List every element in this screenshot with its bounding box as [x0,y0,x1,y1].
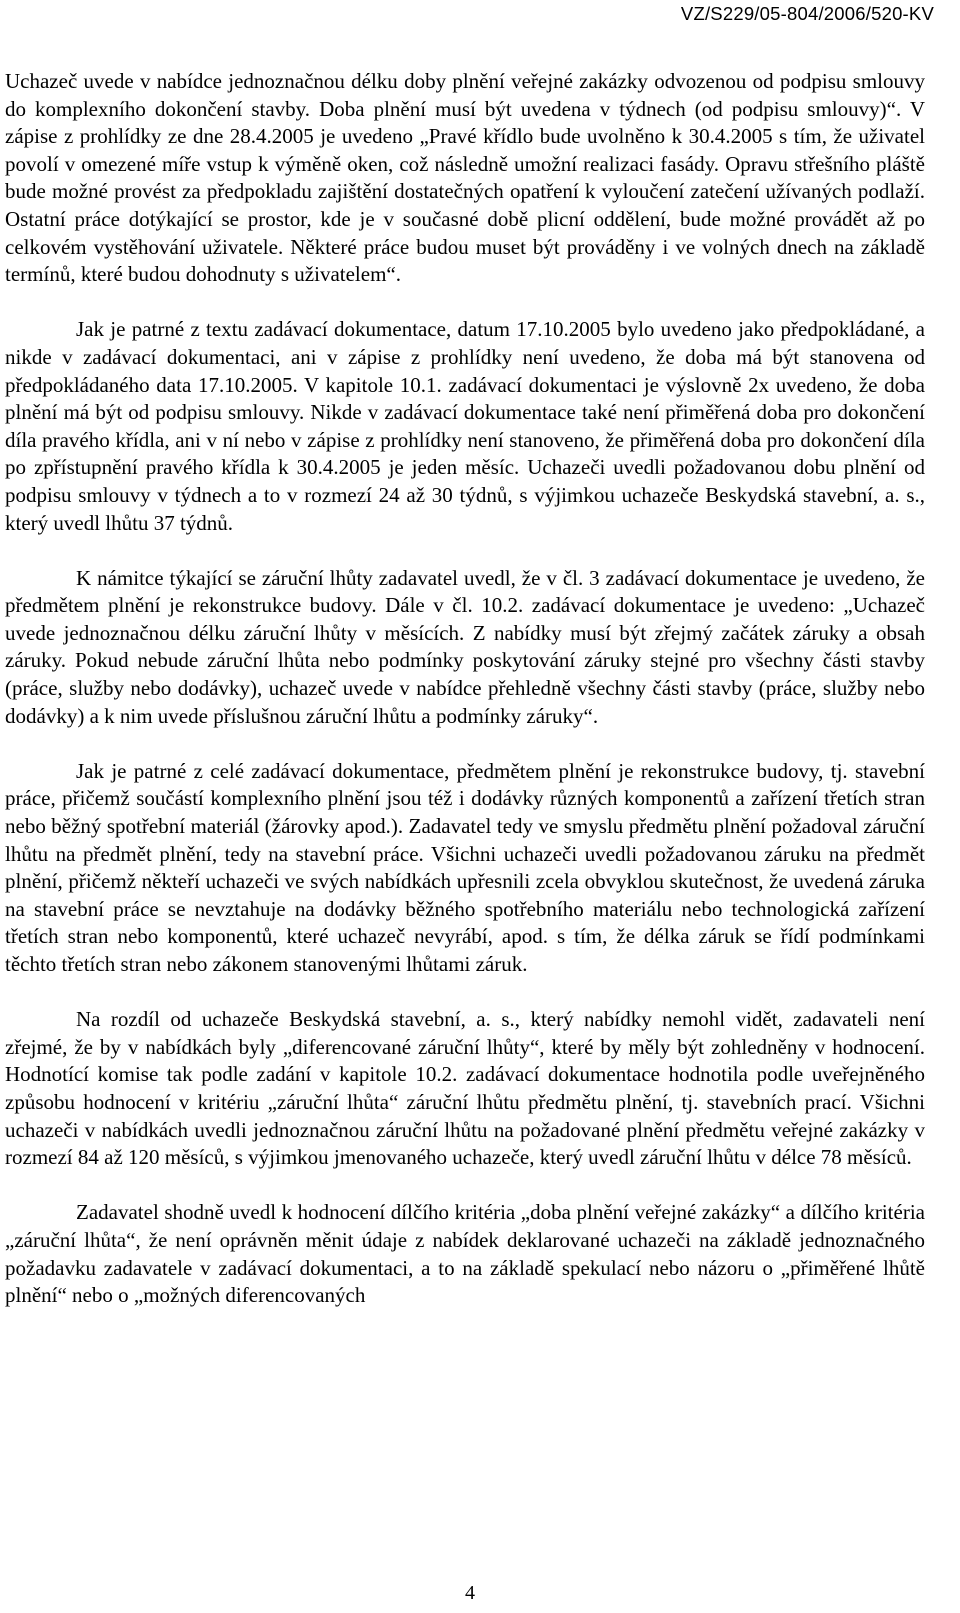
paragraph-6: Zadavatel shodně uvedl k hodnocení dílčího kritéria „doba plnění veřejné zakázky“ a dílčího kritéria „záruční lhůta“, že není oprávněn měnit údaje z nabídek deklarované uchazeči na základě jednoznačného požadavku zadavatele v zadávací dokumentaci, a to na základě spekulací nebo názoru o „přiměřené lhůtě plnění“ nebo o „možných diferencovaných [5,1200,925,1308]
document-reference: VZ/S229/05-804/2006/520-KV [680,3,934,24]
paragraph-2: Jak je patrné z textu zadávací dokumentace, datum 17.10.2005 bylo uvedeno jako předpokládané, a nikde v zadávací dokumentaci, ani v zápise z prohlídky není uvedeno, že doba má být stanovena od předpokládaného data 17.10.2005. V kapitole 10.1. zadávací dokumentaci je výslovně 2x uvedeno, že doba plnění má být od podpisu smlouvy. Nikde v zadávací dokumentace také není přiměřená doba pro dokončení díla pravého křídla, ani v ní nebo v zápise z prohlídky není stanoveno, že přiměřená doba pro dokončení díla po zpřístupnění pravého křídla k 30.4.2005 je jeden měsíc. Uchazeči uvedli požadovanou dobu plnění od podpisu smlouvy v týdnech a to v rozmezí 24 až 30 týdnů, s výjimkou uchazeče Beskydská stavební, a. s., který uvedl lhůtu 37 týdnů. [5,317,925,535]
paragraph-3: K námitce týkající se záruční lhůty zadavatel uvedl, že v čl. 3 zadávací dokumentace je uvedeno, že předmětem plnění je rekonstrukce budovy. Dále v čl. 10.2. zadávací dokumentace je uvedeno: „Uchazeč uvede jednoznačnou délku záruční lhůty v měsících. Z nabídky musí být zřejmý začátek záruky a obsah záruky. Pokud nebude záruční lhůta nebo podmínky poskytování záruky stejné pro všechny části stavby (práce, služby nebo dodávky), uchazeč uvede v nabídce přehledně všechny části stavby (práce, služby nebo dodávky) a k nim uvede příslušnou záruční lhůtu a podmínky záruky“. [5,565,925,728]
paragraph-1: Uchazeč uvede v nabídce jednoznačnou délku doby plnění veřejné zakázky odvozenou od podpisu smlouvy do komplexního dokončení stavby. Doba plnění musí být uvedena v týdnech (od podpisu smlouvy)“. V zápise z prohlídky ze dne 28.4.2005 je uvedeno „Pravé křídlo bude uvolněno k 30.4.2005 s tím, že uživatel povolí v omezené míře vstup k výměně oken, což následně umožní realizaci fasády. Opravu střešního pláště bude možné provést za předpokladu zajištění dostatečných opatření k vyloučení zatečení užívaných podlaží. Ostatní práce dotýkající se prostor, kde je v současné době plicní oddělení, bude možné provádět až po celkovém vystěhování uživatele. Některé práce budou muset být prováděny i ve volných dnech na základě termínů, které budou dohodnuty s uživatelem“. [5,69,925,287]
document-body [5,68,925,1310]
paragraph-5: Na rozdíl od uchazeče Beskydská stavební, a. s., který nabídky nemohl vidět, zadavateli není zřejmé, že by v nabídkách byly „diferencované záruční lhůty“, které by měly být zohledněny v hodnocení. Hodnotící komise tak podle zadání v kapitole 10.2. zadávací dokumentace hodnotila podle uveřejněného způsobu hodnocení v kritériu „záruční lhůta“ záruční lhůtu předmětu plnění, tj. stavebních prací. Všichni uchazeči v nabídkách uvedli jednoznačnou záruční lhůtu na požadované plnění předmětu veřejné zakázky v rozmezí 84 až 120 měsíců, s výjimkou jmenovaného uchazeče, který uvedl záruční lhůtu v délce 78 měsíců. [5,1007,925,1170]
page-number: 4 [465,1582,475,1604]
paragraph-4: Jak je patrné z celé zadávací dokumentace, předmětem plnění je rekonstrukce budovy, tj. stavební práce, přičemž součástí komplexního plnění jsou též i dodávky různých komponentů a zařízení třetích stran nebo běžný spotřební materiál (žárovky apod.). Zadavatel tedy ve smyslu předmětu plnění požadoval záruční lhůtu na předmět plnění, tedy na stavební práce. Všichni uchazeči uvedli požadovanou záruku na předmět plnění, přičemž někteří uchazeči ve svých nabídkách upřesnili zcela obvyklou skutečnost, že uvedená záruka na stavební práce se nevztahuje na dodávky běžného spotřebního materiálu nebo technologická zařízení třetích stran nebo komponentů, které uchazeč nevyrábí, apod. s tím, že délka záruk se řídí podmínkami těchto třetích stran nebo zákonem stanovenými lhůtami záruk. [5,758,925,976]
